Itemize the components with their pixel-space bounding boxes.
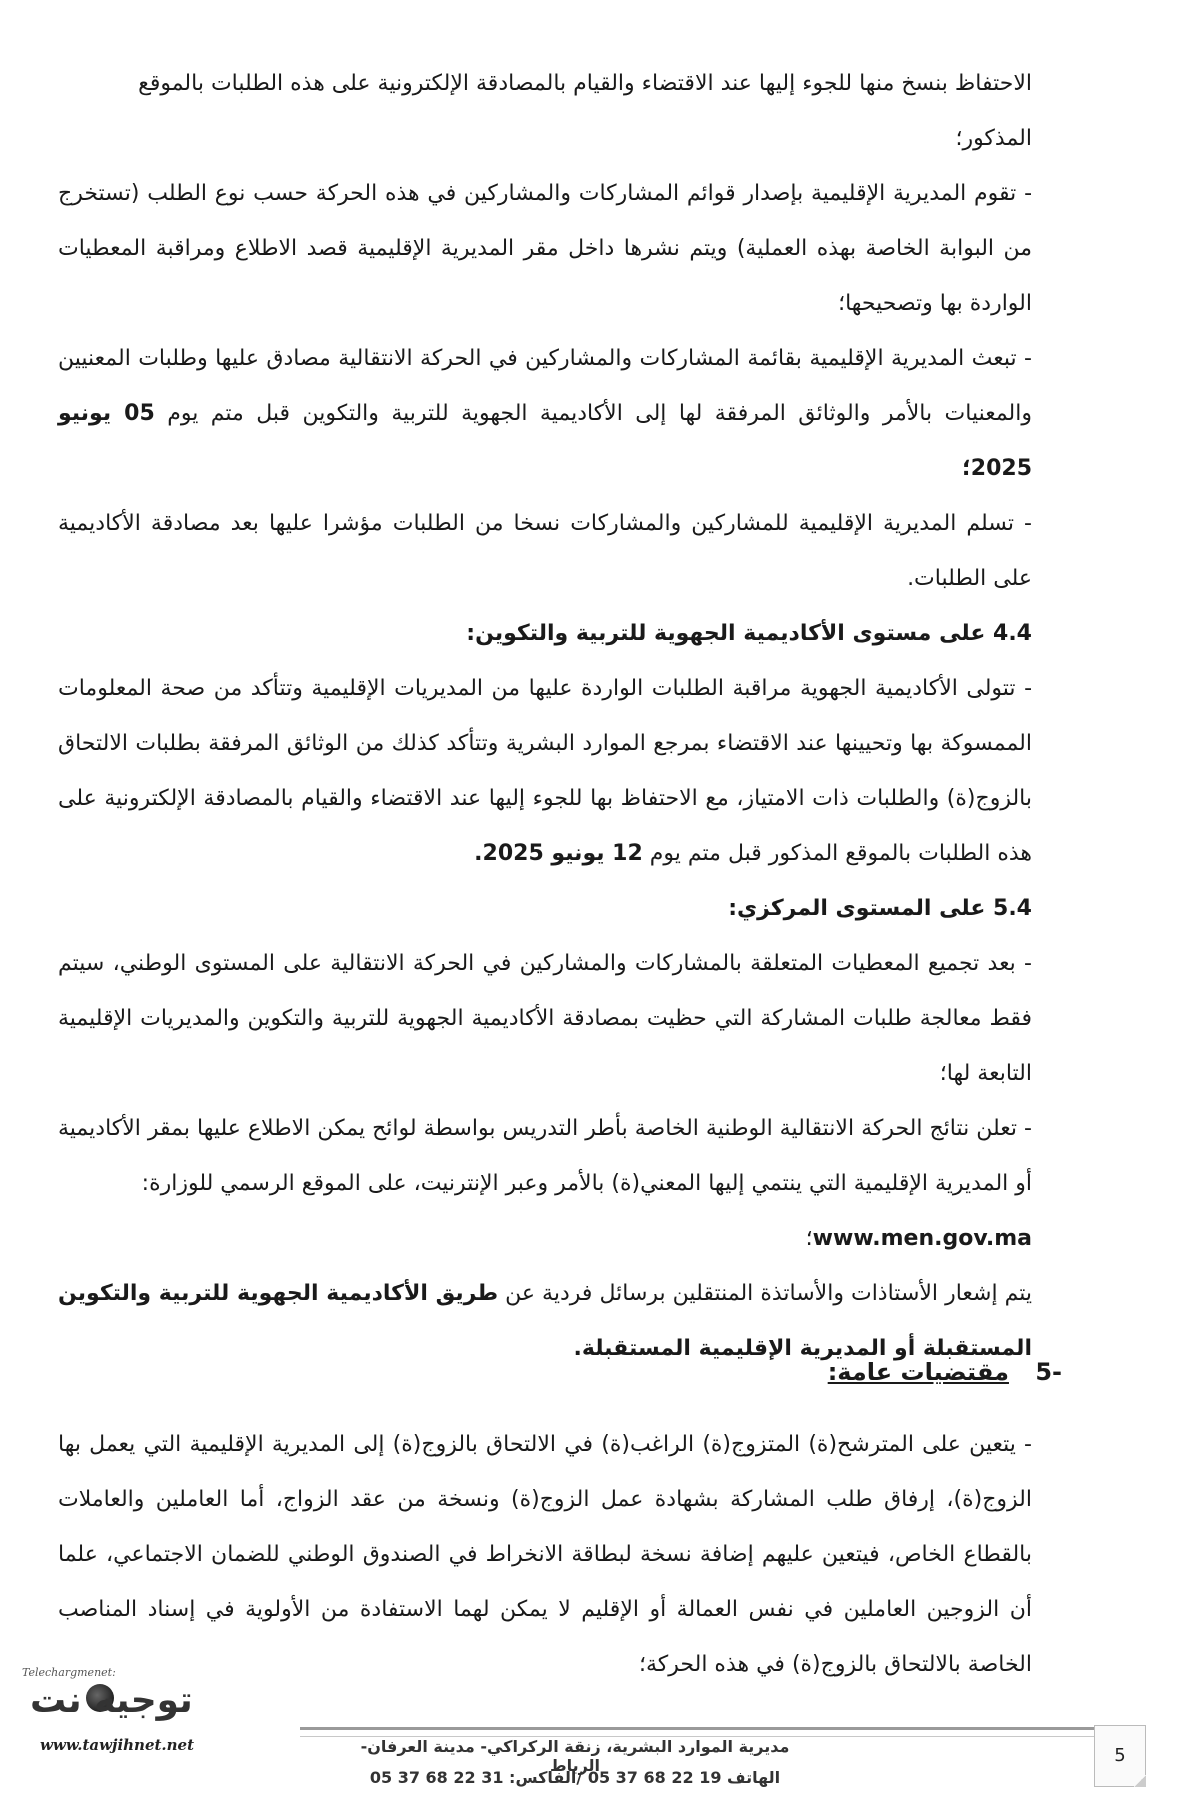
document-body-bottom xyxy=(58,1417,1032,1692)
deadline-date: 05 يونيو 2025؛ xyxy=(58,401,1032,481)
bullet-deliver-copies: - تسلم المديرية الإقليمية للمشاركين والمشاركات نسخا من الطلبات مؤشرا عليها بعد مصادقة الأكاديمية على الطلبات. xyxy=(58,496,1032,606)
paragraph-continuation: الاحتفاظ بنسخ منها للجوء إليها عند الاقتضاء والقيام بالمصادقة الإلكترونية على هذه الطلبات بالموقع المذكور؛ xyxy=(138,71,1032,151)
deadline-date: 12 يونيو 2025. xyxy=(474,841,643,866)
watermark-logo: توجيه نت xyxy=(30,1680,193,1721)
footer-divider xyxy=(300,1727,1100,1737)
heading-4-4: 4.4 على مستوى الأكاديمية الجهوية للتربية والتكوين: xyxy=(466,621,1032,646)
section-5-heading xyxy=(828,1352,1062,1392)
section-title: مقتضيات عامة: xyxy=(827,1358,1009,1386)
bullet-results-announcement: - تعلن نتائج الحركة الانتقالية الوطنية الخاصة بأطر التدريس بواسطة لوائح يمكن الاطلاع عليها بمقر الأكاديمية أو المديرية الإقليمية التي ينتمي إليها المعني(ة) بالأمر وعبر الإنترنيت، على الموقع الرسمي للوزارة: www.men.gov.ma؛ xyxy=(58,1101,1032,1266)
paragraph-notification: يتم إشعار الأستاذات والأساتذة المنتقلين برسائل فردية عن طريق الأكاديمية الجهوية للتربية والتكوين المستقبلة أو المديرية الإقليمية المستقبلة. xyxy=(58,1281,1033,1361)
watermark-url: www.tawjihnet.net xyxy=(40,1736,195,1754)
bullet-send-lists: - تبعث المديرية الإقليمية بقائمة المشاركات والمشاركين في الحركة الانتقالية مصادق عليها وطلبات المعنيين والمعنيات بالأمر والوثائق المرفقة لها إلى الأكاديمية الجهوية للتربية والتكوين قبل متم يوم 05 يونيو 2025؛ xyxy=(58,331,1032,496)
heading-5-4: 5.4 على المستوى المركزي: xyxy=(728,896,1032,921)
section-number: -5 xyxy=(1035,1358,1062,1386)
watermark-label: Telechargmenet: xyxy=(22,1666,116,1679)
document-body-top xyxy=(58,56,1032,1376)
footer-address: مديرية الموارد البشرية، زنقة الركراكي- مدينة العرفان- الرباط xyxy=(360,1737,790,1775)
bullet-spouse-requirements: - يتعين على المترشح(ة) المتزوج(ة) الراغب(ة) في الالتحاق بالزوج(ة) إلى المديرية الإقليمية التي يعمل بها الزوج(ة)، إرفاق طلب المشاركة بشهادة عمل الزوج(ة) ونسخة من عقد الزواج، أما العاملين والعاملات بالقطاع الخاص، فيتعين عليهم إضافة نسخة لبطاقة الانخراط في الصندوق الوطني للضمان الاجتماعي، علما أن الزوجين العاملين في نفس العمالة أو الإقليم لا يمكن لهما الاستفادة من الأولوية في إسناد المناصب الخاصة بالالتحاق بالزوج(ة) في هذه الحركة؛ xyxy=(58,1417,1032,1692)
footer-phones: الهاتف 19 22 68 37 05 /الفاكس: 31 22 68 37 05 xyxy=(369,1768,781,1787)
page-number: 5 xyxy=(1094,1725,1146,1787)
bullet-central-processing: - بعد تجميع المعطيات المتعلقة بالمشاركات والمشاركين في الحركة الانتقالية على المستوى الوطني، سيتم فقط معالجة طلبات المشاركة التي حظيت بمصادقة الأكاديمية الجهوية للتربية والتكوين والمديريات الإقليمية التابعة لها؛ xyxy=(58,936,1032,1101)
bullet-publish-lists: - تقوم المديرية الإقليمية بإصدار قوائم المشاركات والمشاركين في هذه الحركة حسب نوع الطلب (تستخرج من البوابة الخاصة بهذه العملية) ويتم نشرها داخل مقر المديرية الإقليمية قصد الاطلاع ومراقبة المعطيات الواردة بها وتصحيحها؛ xyxy=(58,166,1032,331)
bullet-academy-review: - تتولى الأكاديمية الجهوية مراقبة الطلبات الواردة عليها من المديريات الإقليمية وتتأكد من صحة المعلومات الممسوكة بها وتحيينها عند الاقتضاء بمرجع الموارد البشرية وتتأكد كذلك من الوثائق المرفقة بطلبات الالتحاق بالزوج(ة) والطلبات ذات الامتياز، مع الاحتفاظ بها للجوء إليها عند الاقتضاء والقيام بالمصادقة الإلكترونية على هذه الطلبات بالموقع المذكور قبل متم يوم 12 يونيو 2025. xyxy=(58,661,1032,881)
ministry-website-link[interactable]: www.men.gov.ma xyxy=(812,1226,1032,1251)
